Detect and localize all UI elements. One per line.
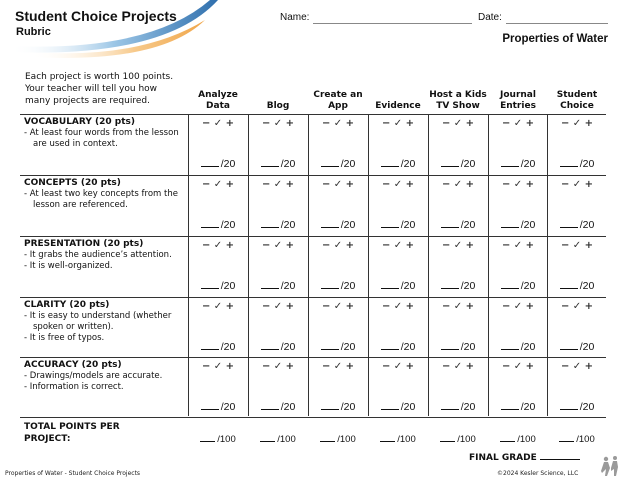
score-blank[interactable] (560, 278, 578, 289)
row-divider (20, 114, 606, 115)
row-divider (20, 236, 606, 237)
score-blank[interactable] (321, 278, 339, 289)
score-field[interactable] (547, 399, 607, 413)
row-divider (20, 175, 606, 176)
score-suffix: /20 (280, 280, 296, 292)
topic-title: Properties of Water (502, 33, 608, 45)
score-field[interactable] (368, 156, 428, 170)
mark-options[interactable]: − ✓ + (381, 179, 415, 190)
criterion-detail: - It is easy to understand (whether spoken or written). (24, 311, 172, 332)
score-blank[interactable] (201, 339, 219, 350)
score-blank[interactable] (560, 156, 578, 167)
score-field[interactable] (188, 217, 248, 231)
score-field[interactable] (488, 399, 548, 413)
score-field[interactable] (308, 399, 368, 413)
footer-right: ©2024 Kesler Science, LLC (497, 470, 579, 477)
score-suffix: /20 (400, 280, 416, 292)
score-blank[interactable] (501, 339, 519, 350)
column-header: Student Choice (556, 90, 598, 111)
score-blank[interactable] (441, 339, 459, 350)
score-suffix: /20 (220, 158, 236, 170)
total-field[interactable] (488, 432, 548, 445)
score-blank[interactable] (261, 399, 279, 410)
mark-options[interactable]: − ✓ + (261, 301, 295, 312)
mark-options[interactable]: − ✓ + (560, 301, 594, 312)
score-suffix: /20 (579, 341, 595, 353)
score-field[interactable] (368, 217, 428, 231)
criterion-name: CLARITY (20 pts) (24, 300, 110, 310)
mark-options[interactable]: − ✓ + (381, 361, 415, 372)
score-blank[interactable] (201, 156, 219, 167)
total-blank[interactable] (500, 432, 515, 442)
score-blank[interactable] (560, 399, 578, 410)
total-field[interactable] (428, 432, 488, 445)
mark-options[interactable]: − ✓ + (560, 240, 594, 251)
score-field[interactable] (248, 339, 308, 353)
total-blank[interactable] (260, 432, 275, 442)
total-blank[interactable] (559, 432, 574, 442)
criterion-detail: - At least four words from the lesson are used in context. (24, 128, 179, 149)
mark-options[interactable]: − ✓ + (441, 240, 475, 251)
score-field[interactable] (547, 217, 607, 231)
score-field[interactable] (308, 278, 368, 292)
kesler-logo-icon (597, 455, 621, 477)
score-field[interactable] (368, 278, 428, 292)
score-suffix: /20 (400, 341, 416, 353)
mark-options[interactable]: − ✓ + (441, 301, 475, 312)
criterion (24, 239, 186, 272)
criterion (24, 300, 186, 344)
score-field[interactable] (488, 278, 548, 292)
total-blank[interactable] (440, 432, 455, 442)
score-suffix: /20 (340, 158, 356, 170)
final-grade (469, 451, 580, 463)
total-field[interactable] (188, 432, 248, 445)
score-suffix: /20 (520, 341, 536, 353)
mark-options[interactable]: − ✓ + (201, 361, 235, 372)
page-subtitle: Rubric (16, 26, 51, 38)
mark-options[interactable]: − ✓ + (381, 301, 415, 312)
row-divider (20, 417, 606, 418)
score-suffix: /20 (280, 219, 296, 231)
column-header: Blog (266, 101, 290, 111)
page-title: Student Choice Projects (15, 8, 177, 24)
mark-options[interactable]: − ✓ + (321, 240, 355, 251)
mark-options[interactable]: − ✓ + (501, 240, 535, 251)
date-label: Date: (478, 12, 502, 23)
score-suffix: /20 (220, 341, 236, 353)
mark-options[interactable]: − ✓ + (560, 179, 594, 190)
score-suffix: /20 (340, 280, 356, 292)
score-suffix: /20 (400, 401, 416, 413)
criterion-name: CONCEPTS (20 pts) (24, 178, 121, 188)
column-header: Create an App (313, 90, 363, 111)
score-suffix: /20 (460, 401, 476, 413)
total-field[interactable] (368, 432, 428, 445)
mark-options[interactable]: − ✓ + (441, 179, 475, 190)
score-suffix: /20 (520, 219, 536, 231)
mark-options[interactable]: − ✓ + (201, 240, 235, 251)
mark-options[interactable]: − ✓ + (501, 179, 535, 190)
mark-options[interactable]: − ✓ + (501, 361, 535, 372)
score-suffix: /20 (280, 341, 296, 353)
score-blank[interactable] (441, 217, 459, 228)
score-suffix: /20 (520, 158, 536, 170)
score-field[interactable] (368, 399, 428, 413)
criterion-name: PRESENTATION (20 pts) (24, 239, 144, 249)
final-grade-label: FINAL GRADE (469, 453, 537, 463)
score-blank[interactable] (201, 399, 219, 410)
score-suffix: /20 (220, 219, 236, 231)
score-field[interactable] (248, 217, 308, 231)
score-blank[interactable] (381, 399, 399, 410)
column-header: Analyze Data (198, 90, 238, 111)
score-blank[interactable] (501, 217, 519, 228)
criterion-detail: - It is well-organized. (24, 261, 113, 271)
score-suffix: /20 (520, 280, 536, 292)
total-suffix: /100 (277, 434, 296, 445)
score-field[interactable] (308, 339, 368, 353)
score-blank[interactable] (381, 278, 399, 289)
total-points-label: TOTAL POINTS PER PROJECT: (24, 422, 120, 444)
score-blank[interactable] (261, 339, 279, 350)
score-field[interactable] (188, 278, 248, 292)
score-suffix: /20 (579, 219, 595, 231)
score-blank[interactable] (261, 217, 279, 228)
criterion (24, 178, 186, 211)
score-field[interactable] (428, 278, 488, 292)
total-suffix: /100 (576, 434, 595, 445)
mark-options[interactable]: − ✓ + (321, 118, 355, 129)
score-field[interactable] (248, 278, 308, 292)
score-suffix: /20 (579, 158, 595, 170)
score-blank[interactable] (501, 156, 519, 167)
score-suffix: /20 (280, 401, 296, 413)
mark-options[interactable]: − ✓ + (501, 118, 535, 129)
score-suffix: /20 (400, 219, 416, 231)
criterion-detail: - It grabs the audience’s attention. (24, 250, 172, 260)
mark-options[interactable]: − ✓ + (201, 118, 235, 129)
total-field[interactable] (308, 432, 368, 445)
score-field[interactable] (547, 156, 607, 170)
mark-options[interactable]: − ✓ + (560, 361, 594, 372)
score-blank[interactable] (560, 339, 578, 350)
total-suffix: /100 (217, 434, 236, 445)
mark-options[interactable]: − ✓ + (201, 179, 235, 190)
score-blank[interactable] (441, 399, 459, 410)
score-field[interactable] (188, 156, 248, 170)
score-blank[interactable] (261, 156, 279, 167)
score-field[interactable] (488, 156, 548, 170)
score-field[interactable] (368, 339, 428, 353)
mark-options[interactable]: − ✓ + (261, 240, 295, 251)
criterion-detail: - Information is correct. (24, 382, 124, 392)
score-field[interactable] (308, 156, 368, 170)
mark-options[interactable]: − ✓ + (441, 118, 475, 129)
criterion (24, 360, 186, 393)
mark-options[interactable]: − ✓ + (560, 118, 594, 129)
score-blank[interactable] (441, 156, 459, 167)
total-suffix: /100 (517, 434, 536, 445)
score-blank[interactable] (261, 278, 279, 289)
footer-left: Properties of Water - Student Choice Projects (5, 470, 141, 477)
score-suffix: /20 (340, 219, 356, 231)
score-field[interactable] (488, 339, 548, 353)
name-field-line[interactable] (313, 23, 472, 24)
intro-text: Each project is worth 100 points. Your teacher will tell you how many projects are required. (25, 72, 174, 106)
mark-options[interactable]: − ✓ + (321, 361, 355, 372)
criterion-name: VOCABULARY (20 pts) (24, 117, 135, 127)
mark-options[interactable]: − ✓ + (381, 240, 415, 251)
score-suffix: /20 (460, 219, 476, 231)
score-field[interactable] (308, 217, 368, 231)
score-suffix: /20 (220, 401, 236, 413)
score-suffix: /20 (520, 401, 536, 413)
row-divider (20, 357, 606, 358)
score-suffix: /20 (460, 341, 476, 353)
score-suffix: /20 (400, 158, 416, 170)
score-field[interactable] (547, 278, 607, 292)
total-field[interactable] (547, 432, 607, 445)
score-blank[interactable] (201, 217, 219, 228)
column-header: Evidence (375, 101, 421, 111)
score-suffix: /20 (460, 158, 476, 170)
mark-options[interactable]: − ✓ + (381, 118, 415, 129)
score-suffix: /20 (280, 158, 296, 170)
total-blank[interactable] (380, 432, 395, 442)
score-blank[interactable] (321, 399, 339, 410)
mark-options[interactable]: − ✓ + (201, 301, 235, 312)
total-field[interactable] (248, 432, 308, 445)
score-suffix: /20 (340, 341, 356, 353)
mark-options[interactable]: − ✓ + (261, 118, 295, 129)
column-header: Journal Entries (500, 90, 536, 111)
score-blank[interactable] (441, 278, 459, 289)
score-suffix: /20 (460, 280, 476, 292)
total-blank[interactable] (320, 432, 335, 442)
score-field[interactable] (428, 399, 488, 413)
criterion-detail: - At least two key concepts from the lesson are referenced. (24, 189, 178, 210)
total-suffix: /100 (337, 434, 356, 445)
score-suffix: /20 (340, 401, 356, 413)
criterion-detail: - It is free of typos. (24, 333, 105, 343)
final-grade-blank[interactable] (540, 451, 580, 460)
total-suffix: /100 (457, 434, 476, 445)
score-suffix: /20 (579, 280, 595, 292)
score-blank[interactable] (381, 217, 399, 228)
score-field[interactable] (488, 217, 548, 231)
mark-options[interactable]: − ✓ + (261, 361, 295, 372)
score-blank[interactable] (501, 278, 519, 289)
mark-options[interactable]: − ✓ + (321, 301, 355, 312)
score-blank[interactable] (501, 399, 519, 410)
score-suffix: /20 (579, 401, 595, 413)
score-field[interactable] (428, 156, 488, 170)
score-field[interactable] (547, 339, 607, 353)
date-field-line[interactable] (506, 23, 608, 24)
mark-options[interactable]: − ✓ + (261, 179, 295, 190)
name-label: Name: (280, 12, 310, 23)
score-field[interactable] (248, 399, 308, 413)
mark-options[interactable]: − ✓ + (321, 179, 355, 190)
mark-options[interactable]: − ✓ + (441, 361, 475, 372)
score-field[interactable] (188, 339, 248, 353)
score-blank[interactable] (321, 339, 339, 350)
score-field[interactable] (188, 399, 248, 413)
score-blank[interactable] (381, 156, 399, 167)
column-header: Host a Kids TV Show (429, 90, 487, 111)
criterion-name: ACCURACY (20 pts) (24, 360, 122, 370)
total-blank[interactable] (200, 432, 215, 442)
score-field[interactable] (428, 217, 488, 231)
total-suffix: /100 (397, 434, 416, 445)
score-suffix: /20 (220, 280, 236, 292)
score-blank[interactable] (381, 339, 399, 350)
criterion-detail: - Drawings/models are accurate. (24, 371, 163, 381)
score-blank[interactable] (321, 217, 339, 228)
score-blank[interactable] (560, 217, 578, 228)
criterion (24, 117, 186, 150)
score-field[interactable] (428, 339, 488, 353)
mark-options[interactable]: − ✓ + (501, 301, 535, 312)
score-field[interactable] (248, 156, 308, 170)
score-blank[interactable] (321, 156, 339, 167)
row-divider (20, 297, 606, 298)
score-blank[interactable] (201, 278, 219, 289)
